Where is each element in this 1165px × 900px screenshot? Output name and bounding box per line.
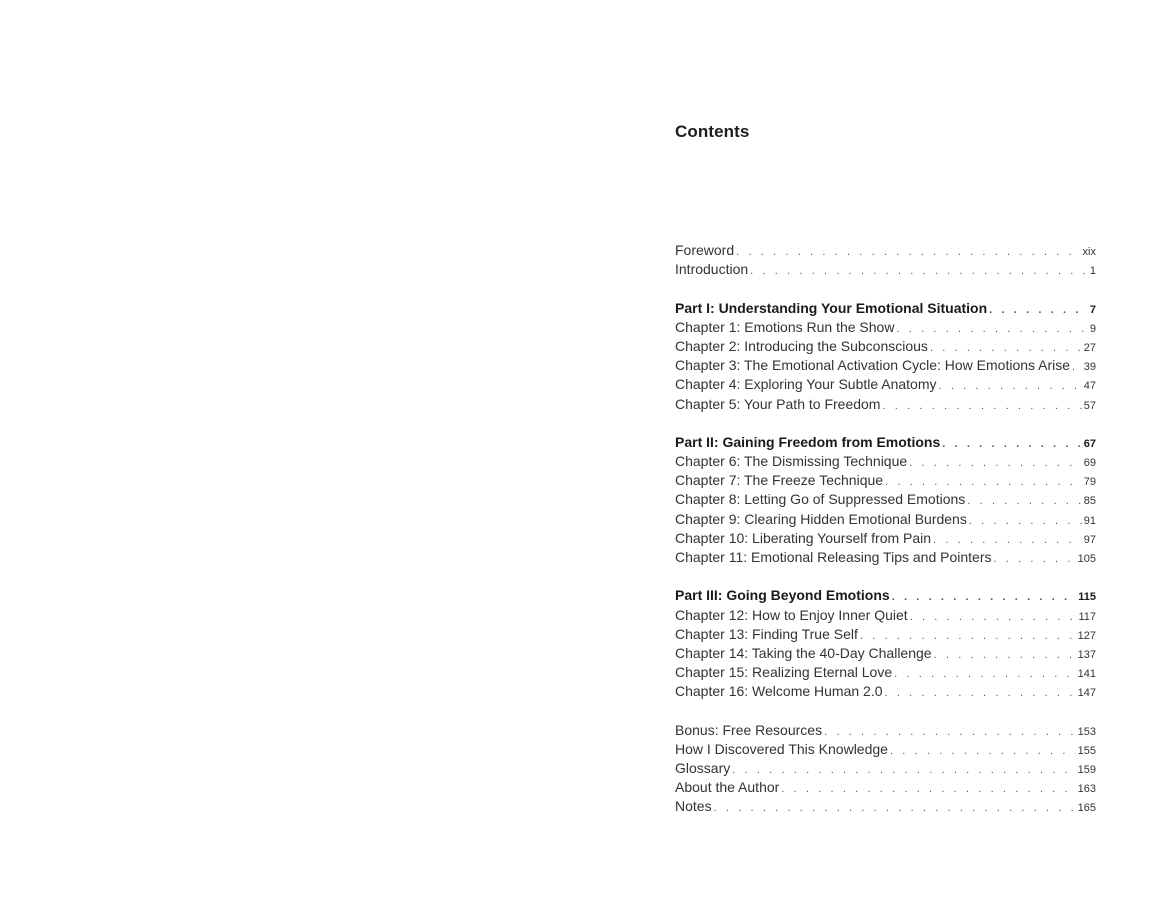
dot-leader [860,627,1076,644]
toc-entry-title: Chapter 7: The Freeze Technique [675,472,884,489]
toc-entry-title: About the Author [675,779,780,796]
dot-leader [1072,358,1082,375]
toc-section [675,433,1096,567]
toc-entry-title: How I Discovered This Knowledge [675,740,888,757]
page-title: Contents [675,122,750,141]
toc-entry-page-number: 155 [1077,744,1096,757]
toc-entry[interactable] [675,318,1096,337]
toc-entry[interactable] [675,759,1096,778]
toc-entry-title: Chapter 12: How to Enjoy Inner Quiet [675,606,908,623]
toc-part-entry[interactable] [675,586,1096,605]
toc-entry[interactable] [675,663,1096,682]
toc-entry[interactable] [675,471,1096,490]
toc-entry-page-number: 67 [1083,437,1096,450]
dot-leader [781,780,1075,797]
toc-entry-page-number: 153 [1077,725,1096,738]
toc-entry[interactable] [675,644,1096,663]
toc-entry-page-number: 137 [1077,648,1096,661]
dot-leader [910,608,1077,625]
toc-entry-title: Chapter 6: The Dismissing Technique [675,453,908,470]
table-of-contents [675,241,1096,817]
toc-entry-title: Chapter 11: Emotional Releasing Tips and Pointers [675,549,992,565]
dot-leader [736,243,1080,260]
toc-entry-page-number: 47 [1083,380,1096,393]
dot-leader [882,397,1081,414]
toc-section [675,241,1096,279]
toc-entry-page-number: 85 [1083,495,1096,508]
toc-entry-page-number: 57 [1083,399,1096,412]
toc-entry-page-number: 159 [1077,764,1096,777]
toc-entry[interactable] [675,375,1096,394]
toc-entry-page-number: 141 [1077,668,1096,681]
toc-entry[interactable] [675,740,1096,759]
toc-entry[interactable] [675,682,1096,701]
toc-entry-title: Bonus: Free Resources [675,721,823,738]
toc-entry-title: Chapter 4: Exploring Your Subtle Anatomy [675,376,937,393]
dot-leader [989,301,1088,318]
toc-entry-title: Chapter 9: Clearing Hidden Emotional Burdens [675,510,967,527]
toc-entry[interactable] [675,260,1096,279]
toc-entry-title: Chapter 2: Introducing the Subconscious [675,337,928,354]
toc-entry[interactable] [675,778,1096,797]
toc-entry-title: Foreword [675,242,735,258]
toc-entry-title: Glossary [675,760,731,777]
dot-leader [885,473,1082,490]
toc-entry[interactable] [675,337,1096,356]
toc-entry-page-number: 115 [1078,591,1096,604]
dot-leader [714,799,1076,816]
toc-entry-title: Chapter 3: The Emotional Activation Cycle: How Emotions Arise [675,357,1071,374]
toc-entry-page-number: 7 [1089,303,1096,316]
contents-page [675,0,1097,900]
toc-entry-page-number: 91 [1083,514,1096,527]
toc-entry-title: Chapter 14: Taking the 40-Day Challenge [675,644,932,661]
toc-entry[interactable] [675,548,1096,567]
dot-leader [732,761,1075,778]
dot-leader [969,512,1082,529]
toc-entry[interactable] [675,606,1096,625]
toc-entry-title: Chapter 8: Letting Go of Suppressed Emotions [675,491,966,508]
dot-leader [909,454,1082,471]
toc-entry-page-number: 147 [1077,687,1096,700]
toc-entry-page-number: 9 [1089,322,1096,335]
toc-entry[interactable] [675,356,1096,375]
toc-entry-page-number: 127 [1077,629,1096,642]
toc-entry[interactable] [675,490,1096,509]
toc-entry[interactable] [675,721,1096,740]
dot-leader [885,684,1076,701]
dot-leader [933,531,1082,548]
toc-entry-page-number: 1 [1089,265,1096,278]
toc-entry[interactable] [675,395,1096,414]
dot-leader [993,550,1075,567]
toc-entry-title: Part III: Going Beyond Emotions [675,587,890,604]
toc-entry[interactable] [675,797,1096,816]
toc-entry-page-number: 79 [1083,476,1096,489]
dot-leader [892,588,1077,605]
dot-leader [894,665,1076,682]
toc-entry[interactable] [675,452,1096,471]
toc-part-entry[interactable] [675,299,1096,318]
toc-entry-page-number: 163 [1077,783,1096,796]
dot-leader [942,435,1082,452]
toc-entry-title: Chapter 16: Welcome Human 2.0 [675,683,883,700]
toc-entry-title: Part I: Understanding Your Emotional Situation [675,299,988,316]
toc-entry-page-number: 117 [1078,610,1096,623]
toc-section [675,299,1096,414]
toc-entry-page-number: 69 [1083,457,1096,470]
dot-leader [750,262,1088,279]
dot-leader [896,320,1087,337]
toc-entry-page-number: 165 [1077,802,1096,815]
toc-section [675,586,1096,701]
toc-entry-title: Chapter 15: Realizing Eternal Love [675,664,893,681]
dot-leader [939,377,1082,394]
toc-entry-page-number: 97 [1083,533,1096,546]
toc-entry[interactable] [675,510,1096,529]
toc-entry-page-number: 105 [1077,553,1096,565]
dot-leader [930,339,1082,356]
toc-entry-page-number: xix [1082,246,1096,258]
dot-leader [824,723,1076,740]
toc-entry-page-number: 39 [1083,361,1096,374]
toc-part-entry[interactable] [675,433,1096,452]
toc-entry-title: Introduction [675,261,749,278]
toc-entry-page-number: 27 [1083,341,1096,354]
toc-entry[interactable] [675,241,1096,260]
toc-entry-title: Part II: Gaining Freedom from Emotions [675,433,941,450]
toc-section [675,721,1096,817]
toc-entry-title: Notes [675,798,712,815]
toc-entry-title: Chapter 5: Your Path to Freedom [675,395,881,412]
dot-leader [967,492,1081,509]
toc-entry-title: Chapter 10: Liberating Yourself from Pain [675,529,932,546]
toc-entry-title: Chapter 13: Finding True Self [675,625,858,642]
toc-entry-title: Chapter 1: Emotions Run the Show [675,318,895,335]
dot-leader [890,742,1076,759]
toc-entry[interactable] [675,529,1096,548]
dot-leader [934,646,1076,663]
toc-entry[interactable] [675,625,1096,644]
